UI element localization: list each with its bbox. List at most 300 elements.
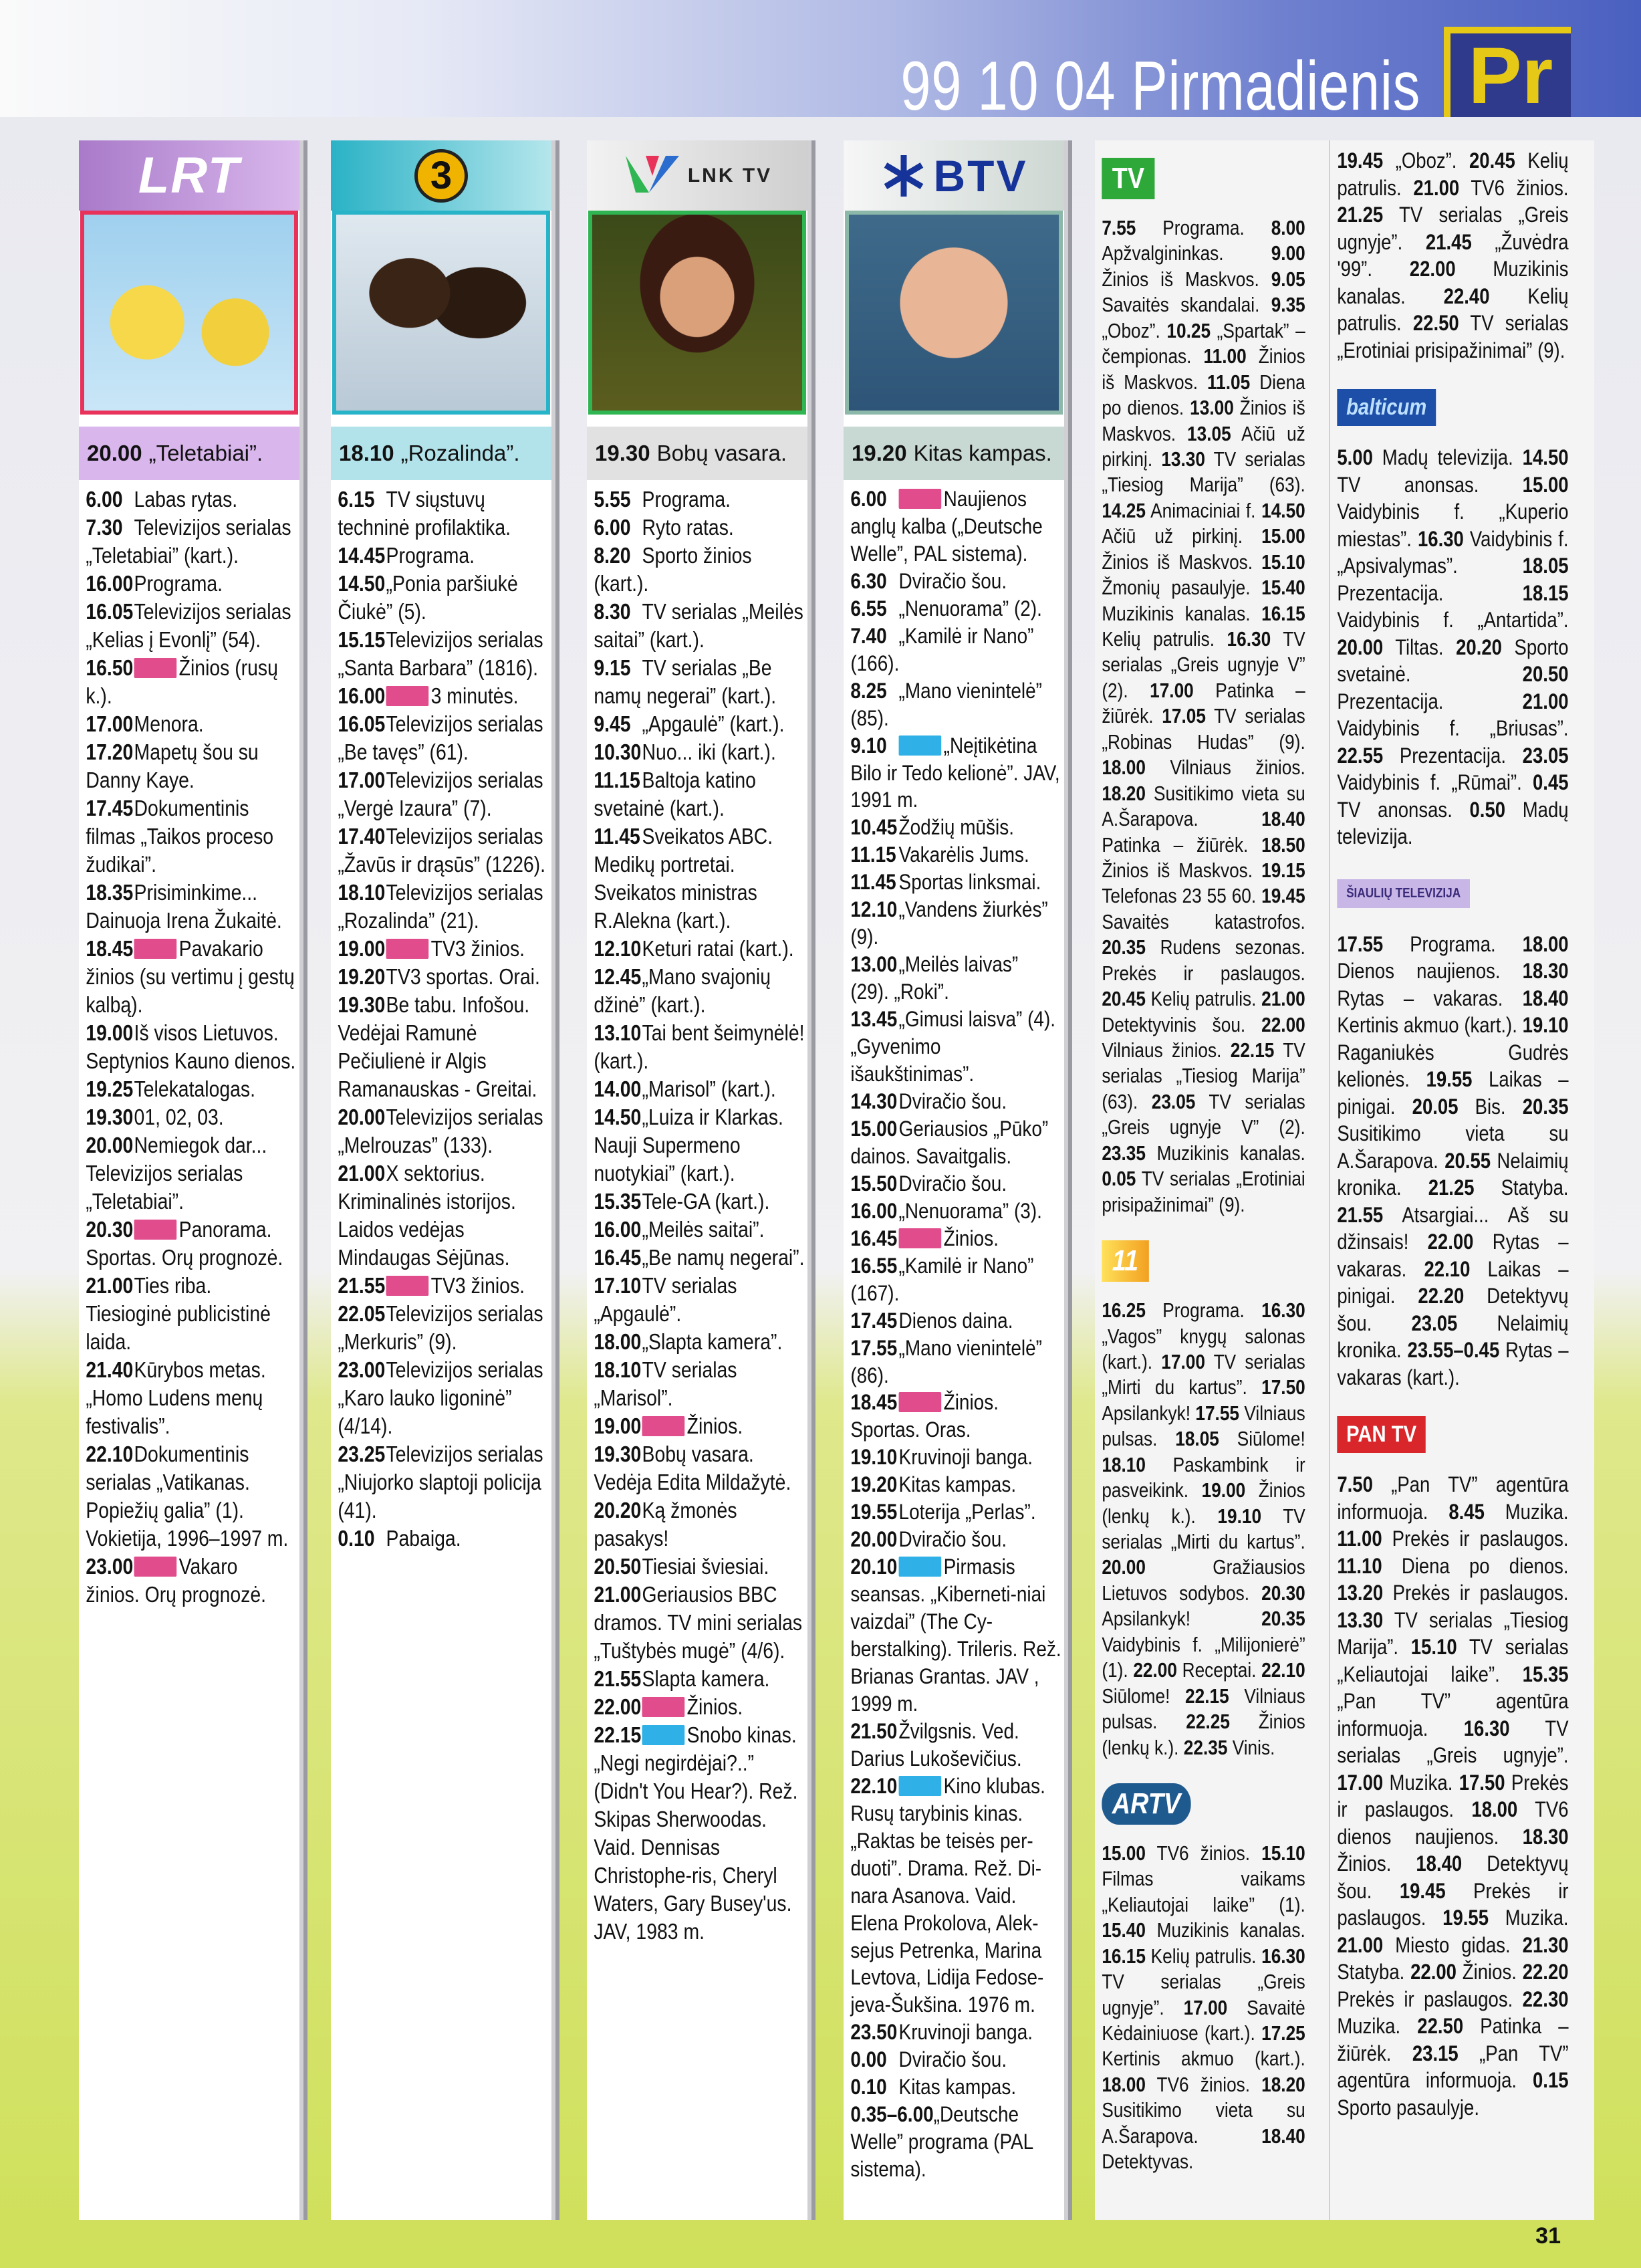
entry-title: Programa.	[642, 487, 731, 512]
schedule-entry	[850, 1170, 1061, 1198]
entry-title: „Mano vienintelė” (86).	[850, 1335, 1042, 1387]
entry-title: Televizijos serialas „Merkuris” (9).	[338, 1301, 543, 1354]
schedule-entry	[850, 485, 1061, 568]
schedule-entry	[86, 710, 296, 738]
entry-title: Vakarėlis Jums.	[898, 842, 1029, 867]
schedule-entry	[86, 738, 296, 794]
tv3-logo	[331, 140, 551, 211]
entry-time: 12.10	[594, 936, 642, 961]
schedule-entry	[850, 1088, 1061, 1115]
entry-time: 19.55	[850, 1500, 898, 1524]
schedule-list	[587, 480, 807, 1946]
schedule-entry	[594, 1075, 804, 1103]
schedule-entry	[850, 1389, 1061, 1444]
news-tag-icon	[899, 1228, 942, 1248]
entry-time: 18.35	[86, 880, 134, 905]
entry-title: Mapetų šou su Danny Kaye.	[86, 740, 259, 792]
highlight-title: „Rozalinda”.	[400, 441, 520, 465]
schedule-entry	[850, 1526, 1061, 1553]
entry-title: Loterija „Perlas”.	[898, 1500, 1036, 1524]
schedule-entry	[338, 570, 548, 626]
channel-schedule-block: 19.45 „Oboz”. 20.45 Kelių patrulis. 21.00 TV6 žinios. 21.25 TV serialas „Greis ugnyje”. 21.45 „Žuvėdra '99”. 22.00 Muzikinis kanalas. 22.40 Kelių patrulis. 22.50 TV serialas „Erotiniai prisipažinimai” (9).	[1337, 148, 1569, 362]
film-tag-icon	[899, 735, 942, 756]
entry-title: Baltoja katino svetainė (kart.).	[594, 768, 756, 820]
entry-time: 12.10	[850, 897, 898, 922]
entry-time: 21.00	[594, 1582, 642, 1607]
schedule-entry	[594, 1187, 804, 1216]
entry-time: 6.55	[850, 596, 887, 620]
entry-title: TV3 sportas. Orai.	[386, 964, 540, 989]
schedule-entry	[850, 1252, 1061, 1307]
entry-title: Tele-GA (kart.).	[642, 1189, 770, 1214]
entry-title: Televizijos serialas „Vergė Izaura” (7).	[338, 768, 543, 820]
schedule-entry	[86, 1216, 296, 1272]
entry-title: Labas rytas.	[134, 487, 238, 512]
entry-time: 20.30	[86, 1217, 134, 1242]
highlight-time: 18.10	[339, 441, 394, 465]
channel-11-logo	[1102, 1234, 1305, 1288]
schedule-entry	[338, 682, 548, 710]
schedule-entry	[86, 654, 296, 710]
entry-time: 18.45	[86, 936, 134, 961]
entry-title: „Kamilė ir Nano” (167).	[850, 1253, 1034, 1305]
entry-time: 17.45	[850, 1308, 898, 1333]
schedule-entry	[594, 1356, 804, 1412]
news-tag-icon	[899, 489, 942, 509]
channel-photo	[588, 211, 806, 415]
channel-schedule-block: 17.55 Programa. 18.00 Dienos naujienos. 18.30 Rytas – vakaras. 18.40 Kertinis akmuo (kart.). 19.10 Raganiukės Gudrės kelionės. 19.55 Laikas – pinigai. 20.05 Bis. 20.35 Susitikimo vieta su A.Šarapova. 20.55 Nelaimių kronika. 21.25 Statyba. 21.55 Atsargiai... Aš su džinsais! 22.00 Rytas – vakaras. 22.10 Laikas – pinigai. 22.20 Detektyvų šou. 23.05 Nelaimių kronika. 23.55–0.45 Rytas – vakaras (kart.).	[1337, 931, 1569, 1389]
entry-time: 19.00	[86, 1020, 134, 1045]
schedule-entry	[850, 2019, 1061, 2046]
channel-schedule-block: 7.55 Programa. 8.00 Apžvalgininkas. 9.00 Žinios iš Maskvos. 9.05 Savaitės skandalai. 9.35 „Oboz”. 10.25 „Spartak” – čempionas. 11.00 Žinios iš Maskvos. 11.05 Diena po dienos. 13.00 Žinios iš Maskvos. 13.05 Ačiū už pirkinį. 13.30 TV serialas „Tiesiog Marija” (63). 14.25 Animaciniai f. 14.50 Ačiū už pirkinį. 15.00 Žinios iš Maskvos. 15.10 Žmonių pasaulyje. 15.40 Muzikinis kanalas. 16.15 Kelių patrulis. 16.30 TV serialas „Greis ugnyje V” (2). 17.00 Patinka – žiūrėk. 17.05 TV serialas „Robinas Hudas” (9). 18.00 Vilniaus žinios. 18.20 Susitikimo vieta su A.Šarapova. 18.40 Patinka – žiūrėk. 18.50 Žinios iš Maskvos. 19.15 Telefonas 23 55 60. 19.45 Savaitės katastrofos. 20.35 Rudens sezonas. Prekės ir paslaugos. 20.45 Kelių patrulis. 21.00 Detektyvinis šou. 22.00 Vilniaus žinios. 22.15 TV serialas „Tiesiog Marija” (63). 23.05 TV serialas „Greis ugnyje V” (2). 23.35 Muzikinis kanalas. 0.05 TV serialas „Erotiniai prisipažinimai” (9).	[1102, 217, 1305, 1216]
entry-time: 21.00	[338, 1161, 386, 1185]
schedule-entry	[86, 598, 296, 654]
page-number: 31	[1535, 2223, 1561, 2249]
schedule-entry	[338, 1272, 548, 1300]
entry-title: Slapta kamera.	[642, 1666, 770, 1691]
highlight-band	[331, 427, 551, 480]
entry-time: 18.10	[338, 880, 386, 905]
page-title: 99 10 04 Pirmadienis	[900, 47, 1420, 125]
entry-time: 18.00	[594, 1329, 642, 1354]
entry-time: 22.05	[338, 1301, 386, 1326]
schedule-entry	[850, 951, 1061, 1006]
entry-title: Kruvinoji banga.	[898, 2020, 1033, 2045]
btv-snowflake-icon	[880, 152, 927, 199]
schedule-entry	[338, 1103, 548, 1159]
schedule-entry	[86, 1272, 296, 1356]
entry-time: 19.25	[86, 1076, 134, 1101]
schedule-entry	[338, 991, 548, 1103]
highlight-title: Kitas kampas.	[913, 441, 1052, 465]
schedule-entry	[338, 710, 548, 766]
entry-time: 9.10	[850, 733, 887, 758]
entry-time: 21.40	[86, 1357, 134, 1382]
schedule-entry	[594, 710, 804, 738]
schedule-entry	[850, 1335, 1061, 1389]
entry-title: Be tabu. Infošou. Vedėjai Ramunė Pečiulienė ir Algis Ramanauskas - Greitai.	[338, 992, 537, 1101]
entry-title: Nemiegok dar... Televizijos serialas „Teletabiai”.	[86, 1133, 267, 1214]
channel-photo	[332, 211, 550, 415]
schedule-entry	[594, 738, 804, 766]
entry-title: Ką žmonės pasakys!	[594, 1498, 737, 1551]
schedule-entry	[850, 841, 1061, 869]
schedule-entry	[850, 1307, 1061, 1335]
siauliu-tv-logo	[1337, 867, 1568, 921]
artv-logo	[1102, 1777, 1305, 1831]
schedule-entry	[594, 963, 804, 1019]
schedule-entry	[86, 1131, 296, 1216]
entry-title: Dokumentinis serialas „Vatikanas. Popiežių galia” (1). Vokietija, 1996–1997 m.	[86, 1442, 289, 1551]
entry-time: 14.50	[338, 571, 386, 596]
entry-title: Dviračio šou.	[898, 568, 1007, 593]
schedule-entry	[594, 935, 804, 963]
channel-column-tv3	[331, 140, 551, 2220]
entry-time: 15.50	[850, 1171, 898, 1196]
entry-time: 6.30	[850, 568, 887, 593]
channel-schedule-block: 5.00 Madų televizija. 14.50 TV anonsas. 15.00 Vaidybinis f. „Kuperio miestas”. 16.30 Vaidybinis f. „Apsivalymas”. 18.05 Prezentacija. 18.15 Vaidybinis f. „Antartida”. 20.00 Tiltas. 20.20 Sporto svetainė. 20.50 Prezentacija. 21.00 Vaidybinis f. „Briusas”. 22.55 Prezentacija. 23.05 Vaidybinis f. „Rūmai”. 0.45 TV anonsas. 0.50 Madų televizija.	[1337, 445, 1569, 848]
schedule-entry	[86, 879, 296, 935]
schedule-entry	[850, 1773, 1061, 2019]
entry-title: TV siųstuvų techninė profilaktika.	[338, 487, 511, 540]
entry-time: 8.30	[594, 599, 631, 624]
news-tag-icon	[899, 1392, 942, 1412]
entry-time: 21.55	[338, 1273, 386, 1298]
entry-time: 20.00	[850, 1527, 898, 1552]
entry-title: Sveikatos ABC. Medikų portretai. Sveikatos ministras R.Alekna (kart.).	[594, 824, 773, 933]
schedule-entry	[850, 595, 1061, 622]
entry-title: Televizijos serialas „Teletabiai” (kart.).	[86, 515, 291, 568]
schedule-entry	[594, 485, 804, 514]
news-tag-icon	[386, 686, 429, 706]
entry-title: „Mano svajonių džinė” (kart.).	[594, 964, 771, 1017]
schedule-entry	[594, 1216, 804, 1244]
entry-title: Kitas kampas.	[898, 1472, 1017, 1497]
entry-time: 19.20	[850, 1472, 898, 1497]
entry-time: 17.45	[86, 796, 134, 820]
entry-time: 16.00	[594, 1217, 642, 1242]
entry-time: 17.55	[850, 1335, 898, 1360]
entry-title: Žinios.	[686, 1694, 743, 1719]
news-tag-icon	[642, 1416, 685, 1436]
entry-title: Televizijos serialas „Žavūs ir drąsūs” (1226).	[338, 824, 546, 877]
schedule-entry	[850, 568, 1061, 595]
entry-time: 21.50	[850, 1718, 898, 1743]
schedule-entry	[594, 1103, 804, 1187]
entry-time: 12.45	[594, 964, 642, 989]
entry-title: TV serialas „Marisol”.	[594, 1357, 737, 1410]
schedule-entry	[86, 1075, 296, 1103]
entry-title: Kino klubas. Rusų tarybinis kinas. „Raktas be teisės per-duoti”. Drama. Rež. Di-nara Asanova. Vaid. Elena Prokolova, Alek-sejus Petrenka, Marina Levtova, Lidija Fedose-jeva-Šukšina. 1976 m.	[850, 1773, 1045, 2017]
entry-title: Programa.	[134, 571, 223, 596]
entry-time: 16.45	[850, 1226, 898, 1250]
entry-title: Tiesiai šviesiai.	[642, 1554, 769, 1579]
entry-title: Žinios (rusų k.).	[86, 655, 278, 708]
entry-time: 20.20	[594, 1498, 642, 1522]
entry-time: 11.45	[850, 870, 896, 895]
entry-time: 21.00	[86, 1273, 134, 1298]
schedule-entry	[850, 2073, 1061, 2101]
schedule-entry	[338, 935, 548, 963]
entry-title: „Nenuorama” (2).	[898, 596, 1042, 620]
entry-time: 9.15	[594, 655, 631, 680]
entry-time: 19.30	[594, 1442, 642, 1466]
highlight-title: Bobų vasara.	[656, 441, 787, 465]
schedule-entry	[850, 1115, 1061, 1170]
entry-time: 15.35	[594, 1189, 642, 1214]
schedule-entry	[850, 677, 1061, 732]
entry-title: Panorama. Sportas. Orų prognozė.	[86, 1217, 283, 1270]
weekday-badge	[1444, 27, 1571, 120]
entry-title: Pavakario žinios (su vertimu į gestų kalbą).	[86, 936, 295, 1017]
entry-title: Ties riba. Tiesioginė publicistinė laida.	[86, 1273, 271, 1354]
entry-title: Pabaiga.	[386, 1526, 461, 1551]
schedule-entry	[86, 1553, 296, 1609]
entry-title: „Gimusi laisva” (4). „Gyvenimo išaukštinimas”.	[850, 1007, 1056, 1087]
news-tag-icon	[642, 1697, 685, 1717]
entry-title: Geriausios „Pūko” dainos. Savaitgalis.	[850, 1116, 1049, 1168]
schedule-entry	[338, 1524, 548, 1553]
schedule-entry	[338, 879, 548, 935]
entry-title: Dviračio šou.	[898, 1171, 1007, 1196]
entry-time: 23.50	[850, 2020, 898, 2045]
entry-title: „Meilės laivas” (29). „Roki”.	[850, 952, 1019, 1004]
regional-stack	[1095, 140, 1312, 2175]
entry-time: 16.45	[594, 1245, 642, 1270]
entry-title: „Apgaulė” (kart.).	[642, 711, 785, 736]
entry-time: 22.15	[594, 1722, 642, 1747]
highlight-band	[844, 427, 1064, 480]
pan-tv-logo	[1337, 1407, 1568, 1462]
channel-photo	[845, 211, 1063, 415]
vilnius-tv-logo-text: TV	[1102, 158, 1154, 199]
vilnius-tv-logo	[1102, 151, 1305, 206]
entry-title: Menora.	[134, 711, 204, 736]
entry-time: 5.55	[594, 487, 631, 512]
schedule-entry	[86, 1019, 296, 1075]
schedule-entry	[338, 1300, 548, 1356]
balticum-logo-text: balticum	[1337, 389, 1436, 426]
tv3-logo-mark: 3	[414, 149, 468, 203]
entry-title: „Luiza ir Klarkas. Nauji Supermeno nuotykiai” (kart.).	[594, 1105, 783, 1185]
schedule-entry	[850, 814, 1061, 841]
entry-title: Naujienos anglų kalba („Deutsche Welle”, PAL sistema).	[850, 487, 1043, 566]
entry-time: 19.00	[594, 1413, 642, 1438]
entry-time: 6.00	[86, 487, 123, 512]
schedule-entry	[594, 766, 804, 822]
film-tag-icon	[899, 1557, 942, 1577]
schedule-entry	[338, 1440, 548, 1524]
entry-time: 0.00	[850, 2047, 887, 2072]
entry-title: TV3 žinios.	[430, 936, 525, 961]
schedule-entry	[86, 1440, 296, 1553]
channel-schedule-block: 7.50 „Pan TV” agentūra informuoja. 8.45 Muzika. 11.00 Prekės ir paslaugos. 11.10 Diena po dienos. 13.20 Prekės ir paslaugos. 13.30 TV serialas „Tiesiog Marija”. 15.10 TV serialas „Keliautojai laike”. 15.35 „Pan TV” agentūra informuoja. 16.30 TV serialas „Greis ugnyje”. 17.00 Muzika. 17.50 Prekės ir paslaugos. 18.00 TV6 dienos naujienos. 18.30 Žinios. 18.40 Detektyvų šou. 19.45 Prekės ir paslaugos. 19.55 Muzika. 21.00 Miesto gidas. 21.30 Statyba. 22.00 Žinios. 22.20 Prekės ir paslaugos. 22.30 Muzika. 22.50 Patinka – žiūrėk. 23.15 „Pan TV” agentūra informuoja. 0.15 Sporto pasaulyje.	[1337, 1472, 1569, 2120]
schedule-list	[331, 480, 551, 1553]
schedule-entry	[86, 1356, 296, 1440]
entry-time: 23.00	[338, 1357, 386, 1382]
entry-title: Žinios. Sportas. Oras.	[850, 1390, 999, 1442]
schedule-entry	[86, 935, 296, 1019]
channel-column-lrt	[79, 140, 299, 2220]
schedule-entry	[594, 1665, 804, 1693]
balticum-logo	[1337, 380, 1568, 435]
schedule-entry	[850, 2046, 1061, 2073]
schedule-entry	[86, 794, 296, 879]
entry-time: 8.25	[850, 678, 887, 703]
news-tag-icon	[386, 1276, 429, 1296]
entry-time: 14.45	[338, 543, 386, 568]
entry-title: Ryto ratas.	[642, 515, 734, 540]
schedule-entry	[850, 869, 1061, 896]
entry-time: 17.00	[338, 768, 386, 792]
entry-title: Televizijos serialas „Kelias į Evonlį” (54).	[86, 599, 291, 652]
channel-photo	[80, 211, 298, 415]
entry-time: 9.45	[594, 711, 631, 736]
schedule-entry	[594, 822, 804, 935]
schedule-entry	[594, 542, 804, 598]
schedule-entry	[850, 1225, 1061, 1252]
schedule-entry	[850, 1006, 1061, 1088]
entry-time: 16.05	[338, 711, 386, 736]
regional-column-right	[1330, 140, 1594, 2220]
entry-time: 16.05	[86, 599, 134, 624]
schedule-entry	[594, 1328, 804, 1356]
film-tag-icon	[899, 1776, 942, 1796]
news-tag-icon	[134, 939, 177, 959]
entry-title: „Slapta kamera”.	[642, 1329, 783, 1354]
entry-title: „Mano vienintelė” (85).	[850, 678, 1042, 730]
entry-time: 22.10	[850, 1773, 898, 1798]
schedule-entry	[86, 485, 296, 514]
entry-time: 18.10	[594, 1357, 642, 1382]
entry-time: 23.25	[338, 1442, 386, 1466]
entry-time: 17.00	[86, 711, 134, 736]
entry-title: Televizijos serialas „Rozalinda” (21).	[338, 880, 543, 933]
entry-title: Snobo kinas. „Negi negirdėjai?..” (Didn't You Hear?). Rež. Skipas Sherwoodas. Vaid. Dennisas Christophe-ris, Cheryl Waters, Gary Busey'us. JAV, 1983 m.	[594, 1722, 798, 1944]
schedule-entry	[594, 1693, 804, 1721]
entry-time: 13.45	[850, 1007, 898, 1032]
entry-time: 16.00	[850, 1198, 898, 1223]
channel-schedule-block: 15.00 TV6 žinios. 15.10 Filmas vaikams „Keliautojai laike” (1). 15.40 Muzikinis kanalas. 16.15 Kelių patrulis. 16.30 TV serialas „Greis ugnyje”. 17.00 Savaitė Kėdainiuose (kart.). 17.25 Kertinis akmuo (kart.). 18.00 TV6 žinios. 18.20 Susitikimo vieta su A.Šarapova. 18.40 Detektyvas.	[1102, 1841, 1305, 2174]
entry-title: „Vandens žiurkės” (9).	[850, 897, 1048, 949]
lrt-logo-text: LRT	[138, 147, 241, 204]
schedule-entry	[594, 1244, 804, 1272]
entry-title: TV serialas „Be namų negerai” (kart.).	[594, 655, 777, 708]
siauliu-tv-logo-text: ŠIAULIŲ TELEVIZIJA	[1337, 879, 1470, 908]
entry-time: 10.30	[594, 740, 642, 764]
entry-title: X sektorius. Kriminalinės istorijos. Laidos vedėjas Mindaugas Sėjūnas.	[338, 1161, 516, 1270]
entry-time: 14.00	[594, 1076, 642, 1101]
channel-11-logo-text: 11	[1102, 1240, 1148, 1282]
entry-title: TV3 žinios.	[430, 1273, 525, 1298]
channel-column-lnk	[587, 140, 807, 2220]
entry-time: 6.00	[850, 487, 887, 511]
schedule-entry	[850, 1498, 1061, 1526]
schedule-entry	[594, 1721, 804, 1946]
entry-title: Iš visos Lietuvos. Septynios Kauno dienos.	[86, 1020, 296, 1073]
highlight-band	[587, 427, 807, 480]
schedule-entry	[594, 514, 804, 542]
entry-title: Žodžių mūšis.	[898, 815, 1014, 840]
btv-logo	[844, 140, 1064, 211]
schedule-entry	[850, 1444, 1061, 1471]
lnk-logo-text: LNK TV	[687, 164, 773, 187]
entry-title: Dienos daina.	[898, 1308, 1013, 1333]
entry-title: Televizijos serialas „Karo lauko ligoninė” (4/14).	[338, 1357, 543, 1438]
entry-time: 19.30	[86, 1105, 134, 1129]
entry-title: Televizijos serialas „Melrouzas” (133).	[338, 1105, 543, 1157]
regional-column-left	[1095, 140, 1329, 2220]
entry-time: 15.15	[338, 627, 386, 652]
entry-time: 6.00	[594, 515, 631, 540]
schedule-entry	[338, 626, 548, 682]
schedule-entry	[594, 1581, 804, 1665]
entry-title: Dviračio šou.	[898, 2047, 1007, 2072]
channel-schedule-block: 16.25 Programa. 16.30 „Vagos” knygų salonas (kart.). 17.00 TV serialas „Mirti du kartus”. 17.50 Apsilankyk! 17.55 Vilniaus pulsas. 18.05 Siūlome! 18.10 Paskambink ir pasveikink. 19.00 Žinios (lenkų k.). 19.10 TV serialas „Mirti du kartus”. 20.00 Gražiausios Lietuvos sodybos. 20.30 Apsilankyk! 20.35 Vaidybinis f. „Milijonierė” (1). 22.00 Receptai. 22.10 Siūlome! 22.15 Vilniaus pulsas. 22.25 Žinios (lenkų k.). 22.35 Vinis.	[1102, 1299, 1305, 1759]
film-tag-icon	[642, 1725, 685, 1745]
entry-title: 3 minutės.	[430, 683, 519, 708]
entry-title: „Marisol” (kart.).	[642, 1076, 776, 1101]
schedule-entry	[338, 1356, 548, 1440]
entry-title: TV serialas „Meilės saitai” (kart.).	[594, 599, 803, 652]
entry-title: Dviračio šou.	[898, 1089, 1007, 1113]
entry-title: „Deutsche Welle” programa (PAL sistema).	[850, 2102, 1033, 2182]
regional-stack	[1330, 140, 1575, 2121]
entry-title: Žinios.	[686, 1413, 743, 1438]
entry-time: 17.40	[338, 824, 386, 848]
schedule-entry	[338, 766, 548, 822]
entry-title: Televizijos serialas „Santa Barbara” (1816).	[338, 627, 543, 680]
schedule-entry	[850, 1718, 1061, 1773]
schedule-entry	[86, 570, 296, 598]
entry-time: 20.50	[594, 1554, 642, 1579]
schedule-entry	[850, 1553, 1061, 1718]
entry-title: Geriausios BBC dramos. TV mini serialas „Tuštybės mugė” (4/6).	[594, 1582, 803, 1663]
highlight-band	[79, 427, 299, 480]
schedule-entry	[850, 622, 1061, 677]
entry-title: „Nenuorama” (3).	[898, 1198, 1042, 1223]
entry-time: 13.10	[594, 1020, 642, 1045]
schedule-entry	[594, 1496, 804, 1553]
entry-time: 23.00	[86, 1554, 134, 1579]
schedule-entry	[338, 1159, 548, 1272]
entry-title: Kruvinoji banga.	[898, 1445, 1033, 1470]
entry-time: 20.00	[86, 1133, 134, 1157]
entry-time: 14.50	[594, 1105, 642, 1129]
entry-title: Kitas kampas.	[898, 2075, 1017, 2100]
schedule-list	[844, 480, 1063, 2183]
channel-column-btv	[844, 140, 1064, 2220]
entry-title: Dokumentinis filmas „Taikos proceso žudikai”.	[86, 796, 274, 877]
entry-time: 18.45	[850, 1390, 898, 1415]
highlight-time: 19.20	[852, 441, 907, 465]
entry-time: 22.00	[594, 1694, 642, 1719]
entry-title: Tai bent šeimynėlė! (kart.).	[594, 1020, 805, 1073]
schedule-entry	[850, 1198, 1061, 1225]
highlight-time: 20.00	[87, 441, 142, 465]
entry-time: 20.00	[338, 1105, 386, 1129]
entry-time: 22.10	[86, 1442, 134, 1466]
entry-time: 17.20	[86, 740, 134, 764]
pan-tv-logo-text: PAN TV	[1337, 1416, 1426, 1453]
lrt-logo	[79, 140, 299, 211]
schedule-entry	[594, 1553, 804, 1581]
artv-logo-text: ARTV	[1102, 1783, 1190, 1825]
schedule-list	[79, 480, 299, 1609]
schedule-entry	[594, 1440, 804, 1496]
schedule-entry	[594, 1412, 804, 1440]
entry-title: Bobų vasara. Vedėja Edita Mildažytė.	[594, 1442, 791, 1494]
